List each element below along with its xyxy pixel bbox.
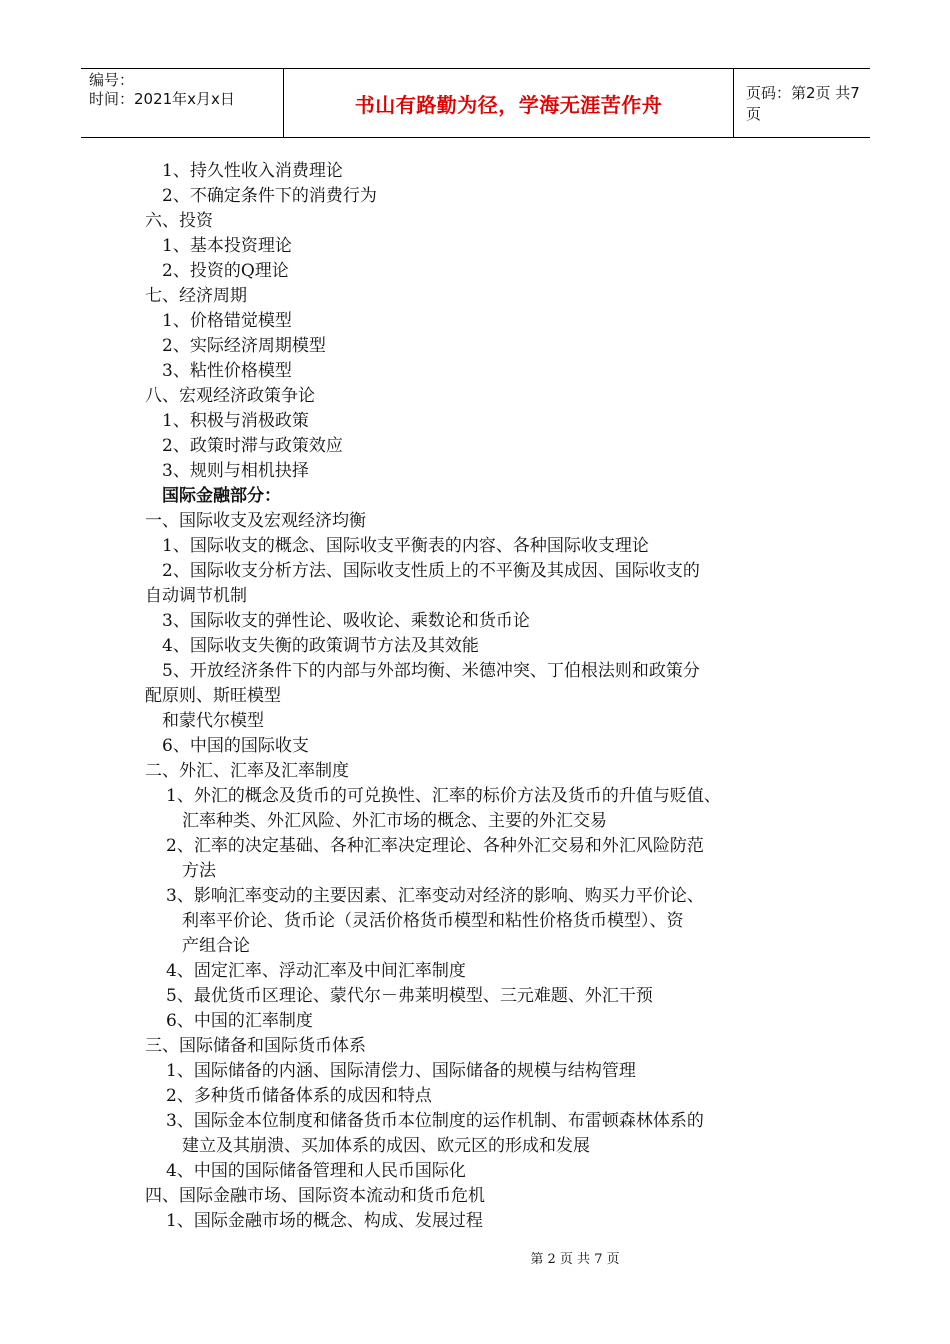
text-line: 建立及其崩溃、买加体系的成因、欧元区的形成和发展 (182, 1136, 590, 1156)
section-heading: 二、外汇、汇率及汇率制度 (145, 761, 349, 781)
section-heading: 三、国际储备和国际货币体系 (145, 1036, 366, 1056)
header-motto: 书山有路勤为径，学海无涯苦作舟 (283, 69, 734, 137)
text-line: 4、国际收支失衡的政策调节方法及其效能 (162, 636, 479, 656)
text-line: 1、外汇的概念及货币的可兑换性、汇率的标价方法及货币的升值与贬值、 (166, 786, 721, 806)
text-line: 2、不确定条件下的消费行为 (162, 186, 377, 206)
time-label: 时间：2021年x月x日 (89, 90, 235, 108)
text-line: 2、国际收支分析方法、国际收支性质上的不平衡及其成因、国际收支的 (162, 561, 700, 581)
text-line: 和蒙代尔模型 (162, 711, 264, 731)
text-line: 产组合论 (182, 936, 250, 956)
text-line: 2、实际经济周期模型 (162, 336, 326, 356)
text-line: 3、国际收支的弹性论、吸收论、乘数论和货币论 (162, 611, 530, 631)
text-line: 1、积极与消极政策 (162, 411, 309, 431)
text-line: 2、汇率的决定基础、各种汇率决定理论、各种外汇交易和外汇风险防范 (166, 836, 704, 856)
part-heading: 国际金融部分： (162, 486, 281, 506)
page-header (81, 68, 870, 138)
text-line: 5、开放经济条件下的内部与外部均衡、米德冲突、丁伯根法则和政策分 (162, 661, 700, 681)
text-line: 4、中国的国际储备管理和人民币国际化 (166, 1161, 466, 1181)
text-line: 2、多种货币储备体系的成因和特点 (166, 1086, 432, 1106)
text-line: 1、国际金融市场的概念、构成、发展过程 (166, 1211, 483, 1231)
text-line: 3、国际金本位制度和储备货币本位制度的运作机制、布雷顿森林体系的 (166, 1111, 704, 1131)
text-line: 1、国际收支的概念、国际收支平衡表的内容、各种国际收支理论 (162, 536, 649, 556)
text-line: 3、规则与相机抉择 (162, 461, 309, 481)
text-line: 2、投资的Q理论 (162, 261, 289, 281)
section-heading: 八、宏观经济政策争论 (145, 386, 315, 406)
text-line: 5、最优货币区理论、蒙代尔－弗莱明模型、三元难题、外汇干预 (166, 986, 653, 1006)
text-line: 6、中国的国际收支 (162, 736, 309, 756)
text-line: 利率平价论、货币论（灵活价格货币模型和粘性价格货币模型）、资 (182, 911, 684, 931)
number-label: 编号： (89, 71, 135, 89)
text-line: 1、持久性收入消费理论 (162, 161, 343, 181)
header-left-cell (81, 69, 283, 137)
text-line: 自动调节机制 (145, 586, 247, 606)
section-heading: 六、投资 (145, 211, 213, 231)
section-heading: 七、经济周期 (145, 286, 247, 306)
section-heading: 一、国际收支及宏观经济均衡 (145, 511, 366, 531)
text-line: 2、政策时滞与政策效应 (162, 436, 343, 456)
page-footer: 第 2 页 共 7 页 (530, 1252, 620, 1267)
text-line: 1、国际储备的内涵、国际清偿力、国际储备的规模与结构管理 (166, 1061, 636, 1081)
text-line: 1、价格错觉模型 (162, 311, 292, 331)
text-line: 方法 (182, 861, 216, 881)
text-line: 4、固定汇率、浮动汇率及中间汇率制度 (166, 961, 466, 981)
section-heading: 四、国际金融市场、国际资本流动和货币危机 (145, 1186, 485, 1206)
text-line: 汇率种类、外汇风险、外汇市场的概念、主要的外汇交易 (182, 811, 607, 831)
text-line: 3、粘性价格模型 (162, 361, 292, 381)
text-line: 6、中国的汇率制度 (166, 1011, 313, 1031)
text-line: 3、影响汇率变动的主要因素、汇率变动对经济的影响、购买力平价论、 (166, 886, 704, 906)
text-line: 配原则、斯旺模型 (145, 686, 281, 706)
header-page-info: 页码：第2页 共7页 (746, 84, 860, 123)
text-line: 1、基本投资理论 (162, 236, 292, 256)
